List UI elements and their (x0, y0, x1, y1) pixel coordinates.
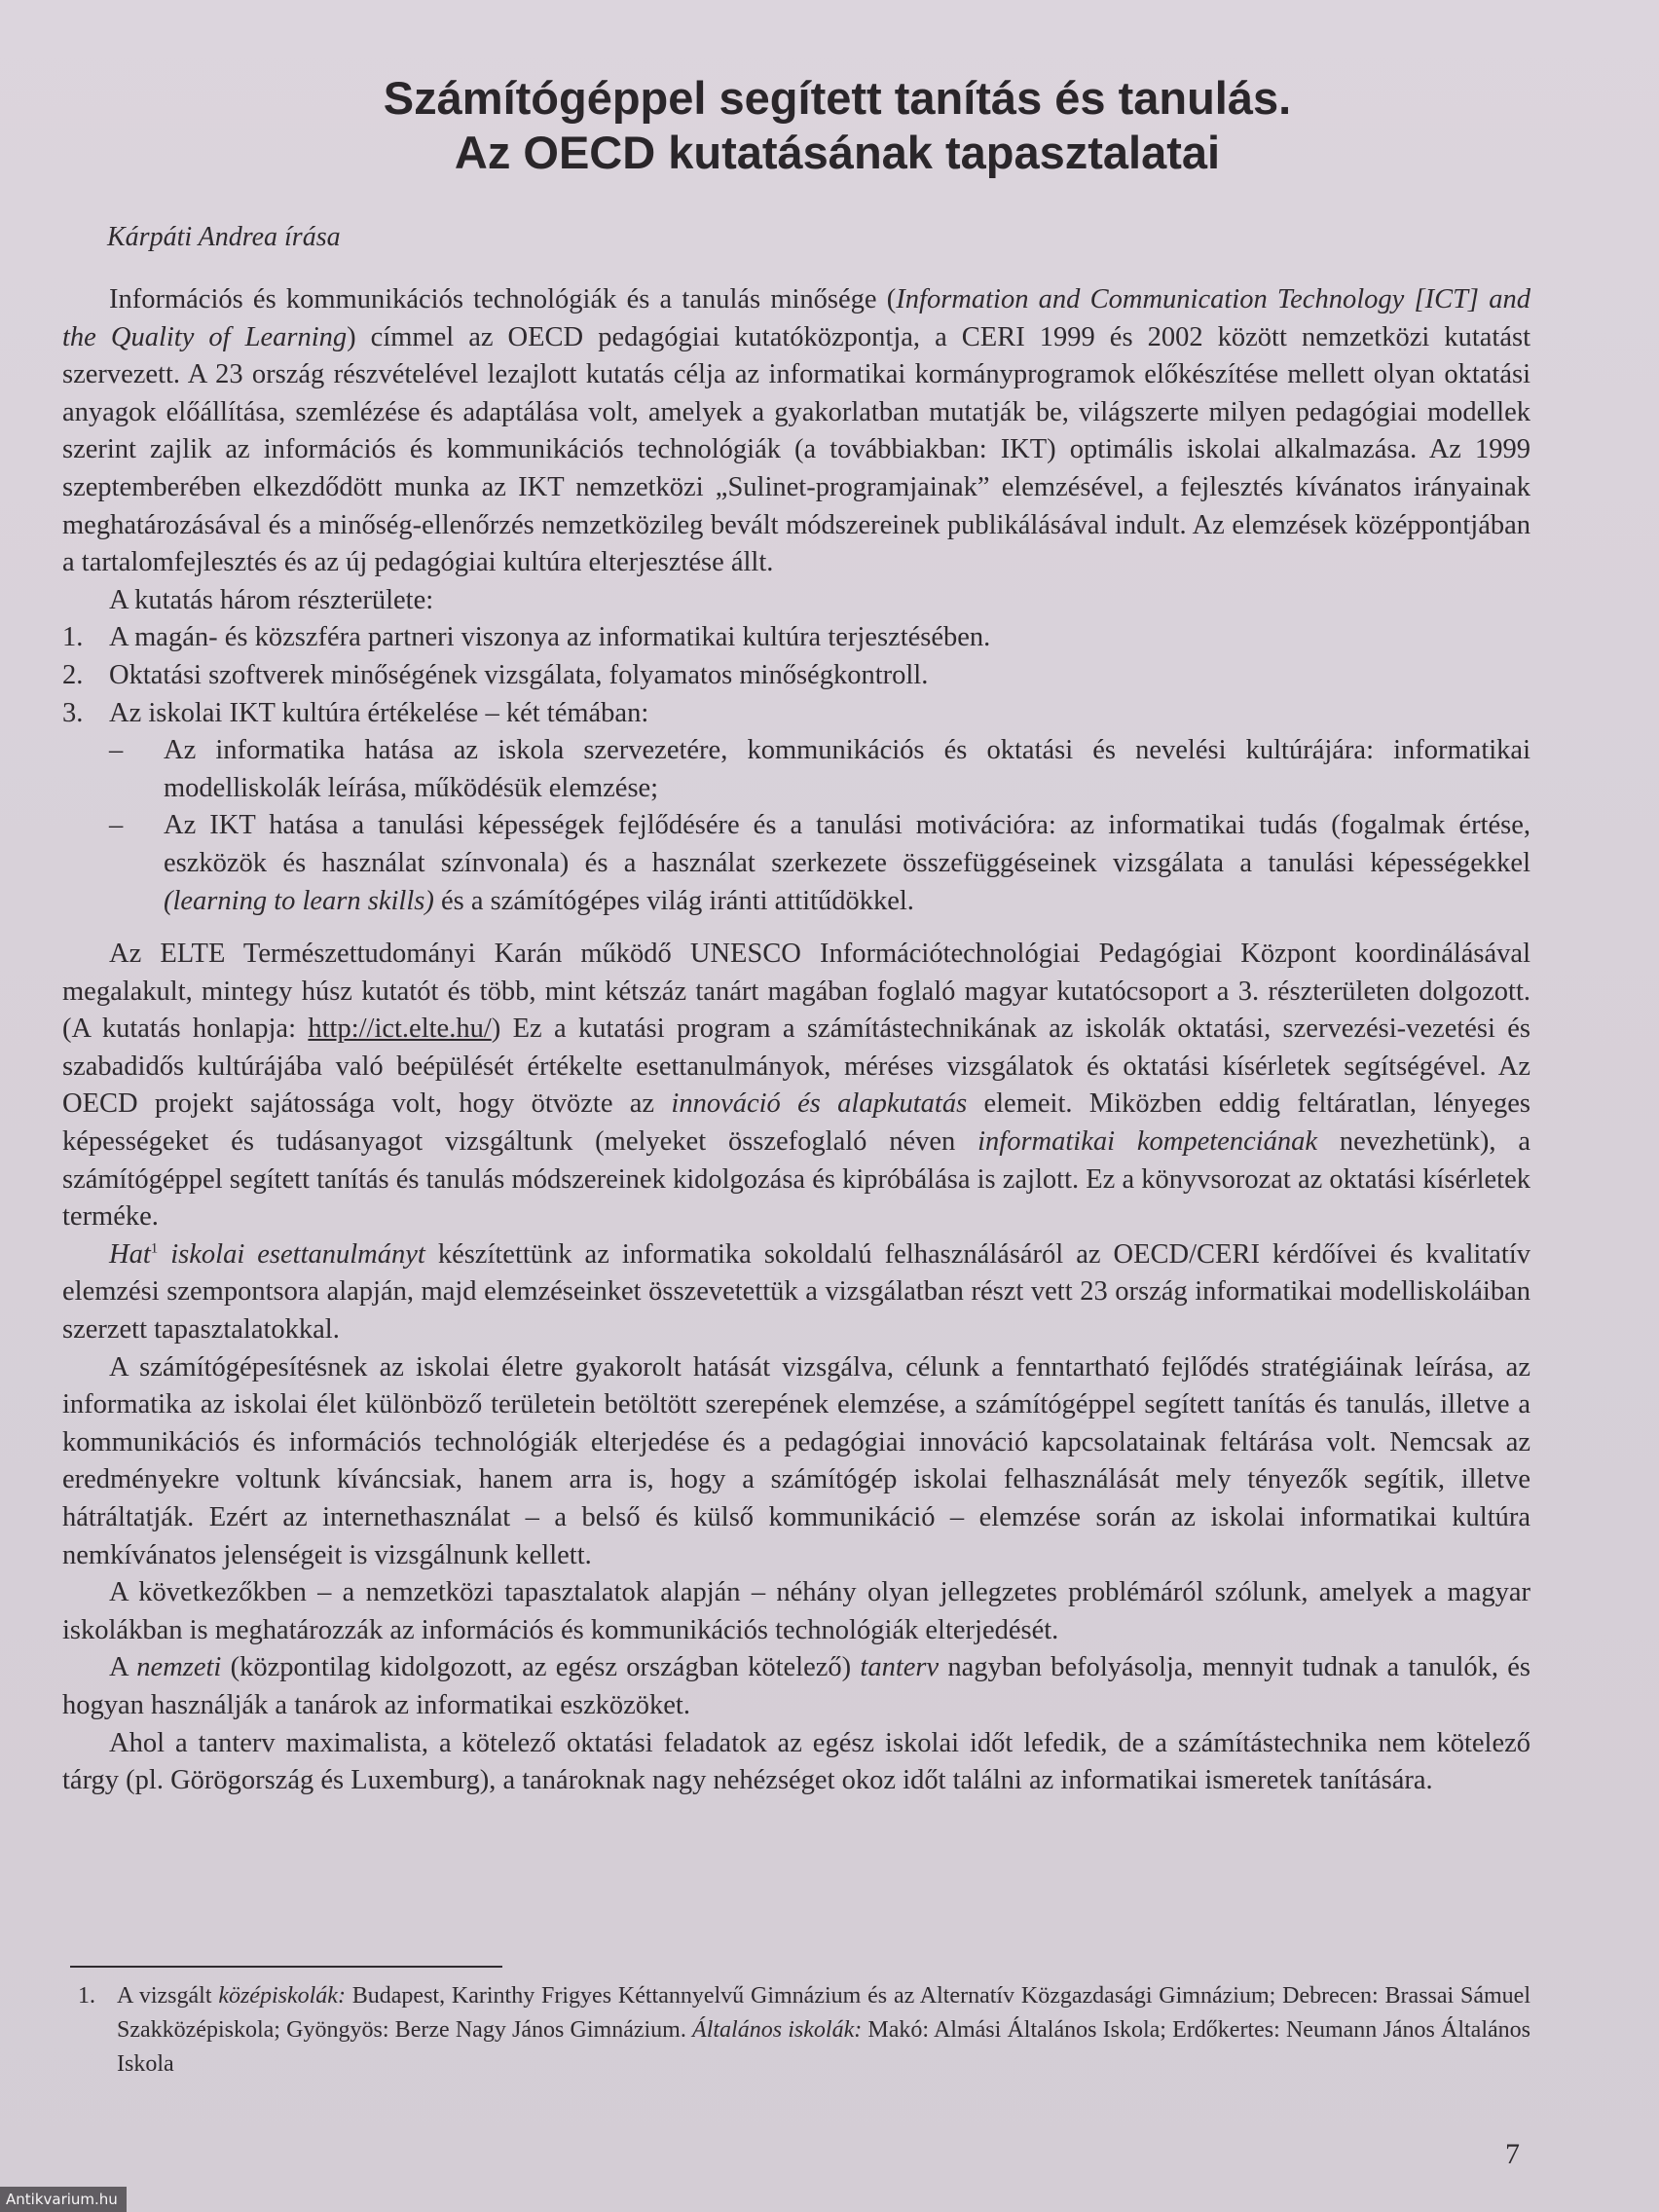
paragraph-curriculum (62, 1649, 1530, 1724)
article-title-line-2: Az OECD kutatásának tapasztalatai (454, 127, 1221, 178)
footnote (78, 1979, 1530, 2082)
footnote-italic-b: középiskolák: (218, 1983, 346, 2009)
paragraph-intro-text-c: ) címmel az OECD pedagógiai kutatóközpontja, a CERI 1999 és 2002 között nemzetközi kutatást szervezett. A 23 ország részvételével lezajlott kutatás célja az informatikai kormányprogramok előkészítése mellett olyan oktatási anyagok előállítása, szemlézése és adaptálása volt, amelyek a gyakorlatban mutatják be, világszerte milyen pedagógiai modellek szerint zajlik az információs és kommunikációs technológiák (a továbbiakban: IKT) optimális iskolai alkalmazása. Az 1999 szeptemberében elkezdődött munka az IKT nemzetközi „Sulinet-programjainak” elemzésével, a fejlesztés kívánatos irányainak meghatározásával és a minőség-ellenőrzés nemzetközileg bevált módszereinek publikálásával indult. Az elemzések középpontjában a tartalomfejlesztés és az új pedagógiai kultúra elterjesztése állt. (62, 321, 1530, 578)
page-number: 7 (1505, 2138, 1520, 2170)
paragraph-curriculum-italic-b: nemzeti (136, 1652, 222, 1683)
list-item-text: A magán- és közszféra partneri viszonya az informatikai kultúra terjesztésében. (109, 622, 991, 653)
project-title-italic: Information and Communication Technology [ICT] and the Quality of Learning (62, 284, 1530, 352)
topics-dash-list (62, 732, 1530, 920)
list-item-text: Oktatási szoftverek minőségének vizsgálata, folyamatos minőségkontroll. (109, 659, 929, 690)
paragraph-elte-text-b: ) Ez a kutatási program a számítástechnikának az iskolák oktatási, szervezési-vezetési és szabadidős kultúrájába való beépülését értékelte esettanulmányok, méréses vizsgálatok és oktatási kísérletek segítségével. Az OECD projekt sajátossága volt, hogy ötvözte az (62, 1014, 1531, 1120)
list-item (62, 657, 1530, 695)
footnote-text-c: Budapest, Karinthy Frigyes Kéttannyelvű Gimnázium és az Alternatív Közgazdasági Gimnázium; Debrecen: Brassai Sámuel Szakközépiskola; Gyöngyös: Berze Nagy János Gimnázium. (117, 1983, 1531, 2043)
dash-item-text: Az informatika hatása az iskola szervezetére, kommunikációs és oktatási és nevelési kultúrájára: informatikai modelliskolák leírása, működésük elemzése; (164, 735, 1530, 803)
article-body (62, 281, 1530, 1800)
paragraph-elte-text-a: Az ELTE Természettudományi Karán működő UNESCO Információtechnológiai Pedagógiai Központ koordinálásával megalakult, mintegy húsz kutatót és több, mint kétszáz tanárt magában foglaló magyar kutatócsoport a 3. részterületen dolgozott. (A kutatás honlapja: (62, 939, 1530, 1045)
paragraph-problems: A következőkben – a nemzetközi tapasztalatok alapján – néhány olyan jellegzetes problémáról szólunk, amelyek a magyar iskolákban is meghatározzák az információs és kommunikációs technológiák elterjedését. (62, 1577, 1530, 1645)
watermark: Antikvarium.hu (0, 2187, 127, 2212)
dash-list-item (62, 807, 1530, 920)
paragraph-curriculum-text-c: (központilag kidolgozott, az egész országban kötelező) (221, 1652, 861, 1683)
paragraph-elte-italic-e: informatikai kompetenciának (977, 1126, 1318, 1158)
paragraph-intro-text-a: Információs és kommunikációs technológiák és a tanulás minősége ( (109, 284, 897, 314)
list-item-number: 2. (62, 659, 84, 690)
paragraph-elte-text-d: elemeit. Miközben eddig feltáratlan, lényeges képességeket és tudásanyagot vizsgáltunk (melyeket összefoglaló néven (62, 1088, 1530, 1158)
article-title-line-1: Számítógéppel segített tanítás és tanulás. (383, 72, 1292, 124)
dash-item-text: Az IKT hatása a tanulási képességek fejlődésére és a tanulási motivációra: az informatikai tudás (fogalmak értése, eszközök és használat színvonala) és a használat szerkezete összefüggéseinek vizsgálata a tanulási képességekkel (164, 810, 1530, 878)
paragraph-curriculum-text-e: nagyban befolyásolja, mennyit tudnak a tanulók, és hogyan használják a tanárok az informatikai eszközöket. (62, 1652, 1531, 1720)
paragraph-case-studies (62, 1236, 1530, 1349)
paragraph-research-areas: A kutatás három részterülete: (109, 584, 434, 615)
research-homepage-link[interactable]: http://ict.elte.hu/ (308, 1014, 492, 1045)
footnote-number: 1. (78, 1983, 95, 2009)
paragraph-curriculum-text-a: A (109, 1652, 137, 1683)
dash-mark: – (109, 810, 124, 841)
dash-mark: – (109, 735, 124, 766)
footnote-divider (70, 1966, 502, 1968)
paragraph-case-text-c: készítettünk az informatika sokoldalú felhasználásáról az OECD/CERI kérdőívei és kvalitatív elemzési szempontsora alapján, majd elemzéseinket összevetettük a vizsgálatban részt vett 23 ország informatikai modelliskoláiban szerzett tapasztalatokkal. (62, 1238, 1530, 1346)
dash-list-item (62, 732, 1530, 807)
footnote-text-a: A vizsgált (117, 1983, 219, 2009)
research-areas-list (62, 619, 1530, 732)
paragraph-elte-text-f: nevezhetünk), a számítógéppel segített tanítás és tanulás módszereinek kidolgozása és kipróbálása is zajlott. Ez a könyvsorozat az oktatási kísérletek terméke. (62, 1126, 1530, 1233)
list-item-number: 3. (62, 697, 84, 728)
article-author: Kárpáti Andrea írása (107, 222, 341, 252)
list-item-text: Az iskolai IKT kultúra értékelése – két témában: (109, 697, 649, 728)
dash-item-italic: (learning to learn skills) (164, 885, 434, 916)
footnote-reference[interactable]: 1 (150, 1240, 159, 1257)
paragraph-case-italic-b: iskolai esettanulmányt (158, 1238, 425, 1270)
paragraph-computerization: A számítógépesítésnek az iskolai életre gyakorolt hatását vizsgálva, célunk a fenntartható fejlődés stratégiáinak leírása, az informatika az iskolai élet különböző területein betöltött szerepének elemzése, a számítógéppel segített tanítás és tanulás, illetve a kommunikációs és információs technológiák elterjedése és a pedagógiai innováció kapcsolatainak feltárása volt. Nemcsak az eredményekre voltunk kíváncsiak, hanem arra is, hogy a számítógép iskolai felhasználását mely tényezők segítik, illetve hátráltatják. Ezért az internethasználat – a belső és külső kommunikáció – elemzése során az iskolai informatikai kultúra nemkívánatos jelenségeit is vizsgálnunk kellett. (62, 1351, 1530, 1570)
paragraph-curriculum-italic-d: tanterv (860, 1652, 940, 1683)
footnote-italic-d: Általános iskolák: (692, 2017, 863, 2043)
list-item (62, 619, 1530, 657)
paragraph-intro (62, 281, 1530, 582)
dash-item-text-end: és a számítógépes világ iránti attitűdökkel. (433, 885, 914, 916)
footnote-text (78, 1979, 1530, 2082)
paragraph-elte (62, 936, 1530, 1236)
footnote-text-e: Makó: Almási Általános Iskola; Erdőkertes: Neumann János Általános Iskola (117, 2017, 1530, 2077)
paragraph-maximalist: Ahol a tanterv maximalista, a kötelező oktatási feladatok az egész iskolai időt lefedik, de a számítástechnika nem kötelező tárgy (pl. Görögország és Luxemburg), a tanároknak nagy nehézséget okoz időt találni az informatikai ismeretek tanítására. (62, 1727, 1530, 1796)
paragraph-elte-italic-c: innováció és alapkutatás (671, 1088, 968, 1120)
paragraph-case-italic-a: Hat (109, 1238, 151, 1270)
list-item (62, 695, 1530, 733)
list-item-number: 1. (62, 622, 84, 653)
